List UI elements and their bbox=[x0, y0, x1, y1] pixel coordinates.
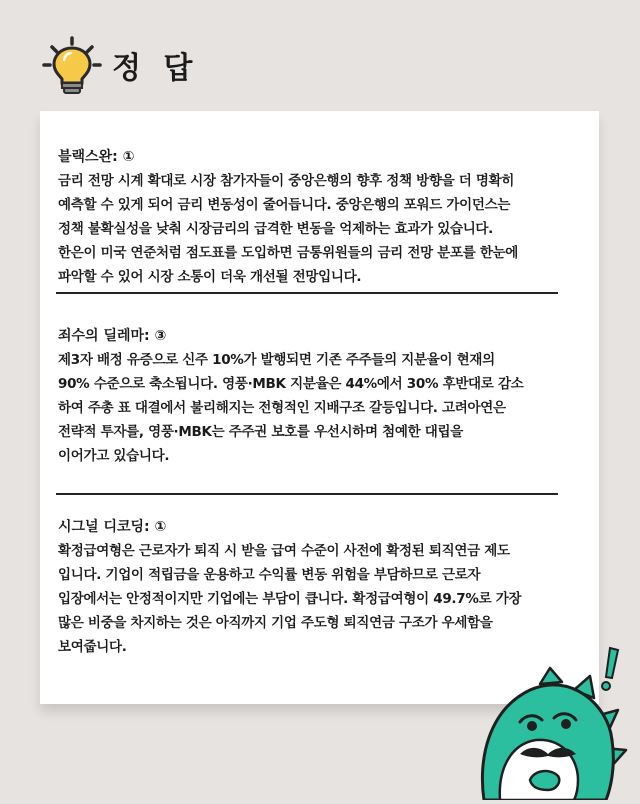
body-line: 하여 주총 표 대결에서 불리해지는 전형적인 지배구조 갈등입니다. 고려아연은 bbox=[58, 400, 506, 416]
body-line: 정책 불확실성을 낮춰 시장금리의 급격한 변동을 억제하는 효과가 있습니다. bbox=[58, 221, 493, 237]
section-title: 죄수의 딜레마: ③ bbox=[58, 328, 167, 344]
body-line: 90% 수준으로 축소됩니다. 영풍·MBK 지분율은 44%에서 30% 후반대로 감소 bbox=[58, 376, 524, 392]
page-title: 정 답 bbox=[112, 51, 199, 86]
section-body bbox=[58, 169, 588, 289]
body-line: 보여줍니다. bbox=[58, 639, 127, 655]
body-line: 확정급여형은 근로자가 퇴직 시 받을 급여 수준이 사전에 확정된 퇴직연금 제도 bbox=[58, 543, 510, 559]
section-title: 시그널 디코딩: ① bbox=[58, 519, 167, 535]
body-line: 예측할 수 있게 되어 금리 변동성이 줄어듭니다. 중앙은행의 포워드 가이던스는 bbox=[58, 197, 511, 213]
body-line: 입니다. 기업이 적립금을 운용하고 수익률 변동 위험을 부담하므로 근로자 bbox=[58, 567, 481, 583]
dinosaur-mascot bbox=[470, 640, 640, 800]
lightbulb-icon bbox=[40, 33, 104, 97]
body-line: 한은이 미국 연준처럼 점도표를 도입하면 금통위원들의 금리 전망 분포를 한눈에 bbox=[58, 245, 519, 261]
body-line: 입장에서는 안정적이지만 기업에는 부담이 큽니다. 확정급여형이 49.7%로 가장 bbox=[58, 591, 522, 607]
body-line: 많은 비중을 차지하는 것은 아직까지 기업 주도형 퇴직연금 구조가 우세함을 bbox=[58, 615, 493, 631]
section-body bbox=[58, 348, 588, 468]
section-divider bbox=[56, 493, 558, 495]
body-line: 금리 전망 시계 확대로 시장 참가자들이 중앙은행의 향후 정책 방향을 더 명확히 bbox=[58, 173, 515, 189]
body-line: 이어가고 있습니다. bbox=[58, 448, 170, 464]
answer-header bbox=[40, 30, 198, 100]
answer-card bbox=[40, 111, 599, 704]
answer-section-prisoners-dilemma bbox=[58, 324, 588, 468]
answer-section-signal-decoding bbox=[58, 515, 588, 659]
section-title: 블랙스완: ① bbox=[58, 149, 135, 165]
answer-section-black-swan bbox=[58, 145, 588, 289]
section-divider bbox=[56, 292, 558, 294]
body-line: 파악할 수 있어 시장 소통이 더욱 개선될 전망입니다. bbox=[58, 269, 362, 285]
body-line: 제3자 배정 유증으로 신주 10%가 발행되면 기존 주주들의 지분율이 현재의 bbox=[58, 352, 495, 368]
body-line: 전략적 투자를, 영풍·MBK는 주주권 보호를 우선시하며 첨예한 대립을 bbox=[58, 424, 464, 440]
exclamation-icon bbox=[602, 648, 618, 690]
